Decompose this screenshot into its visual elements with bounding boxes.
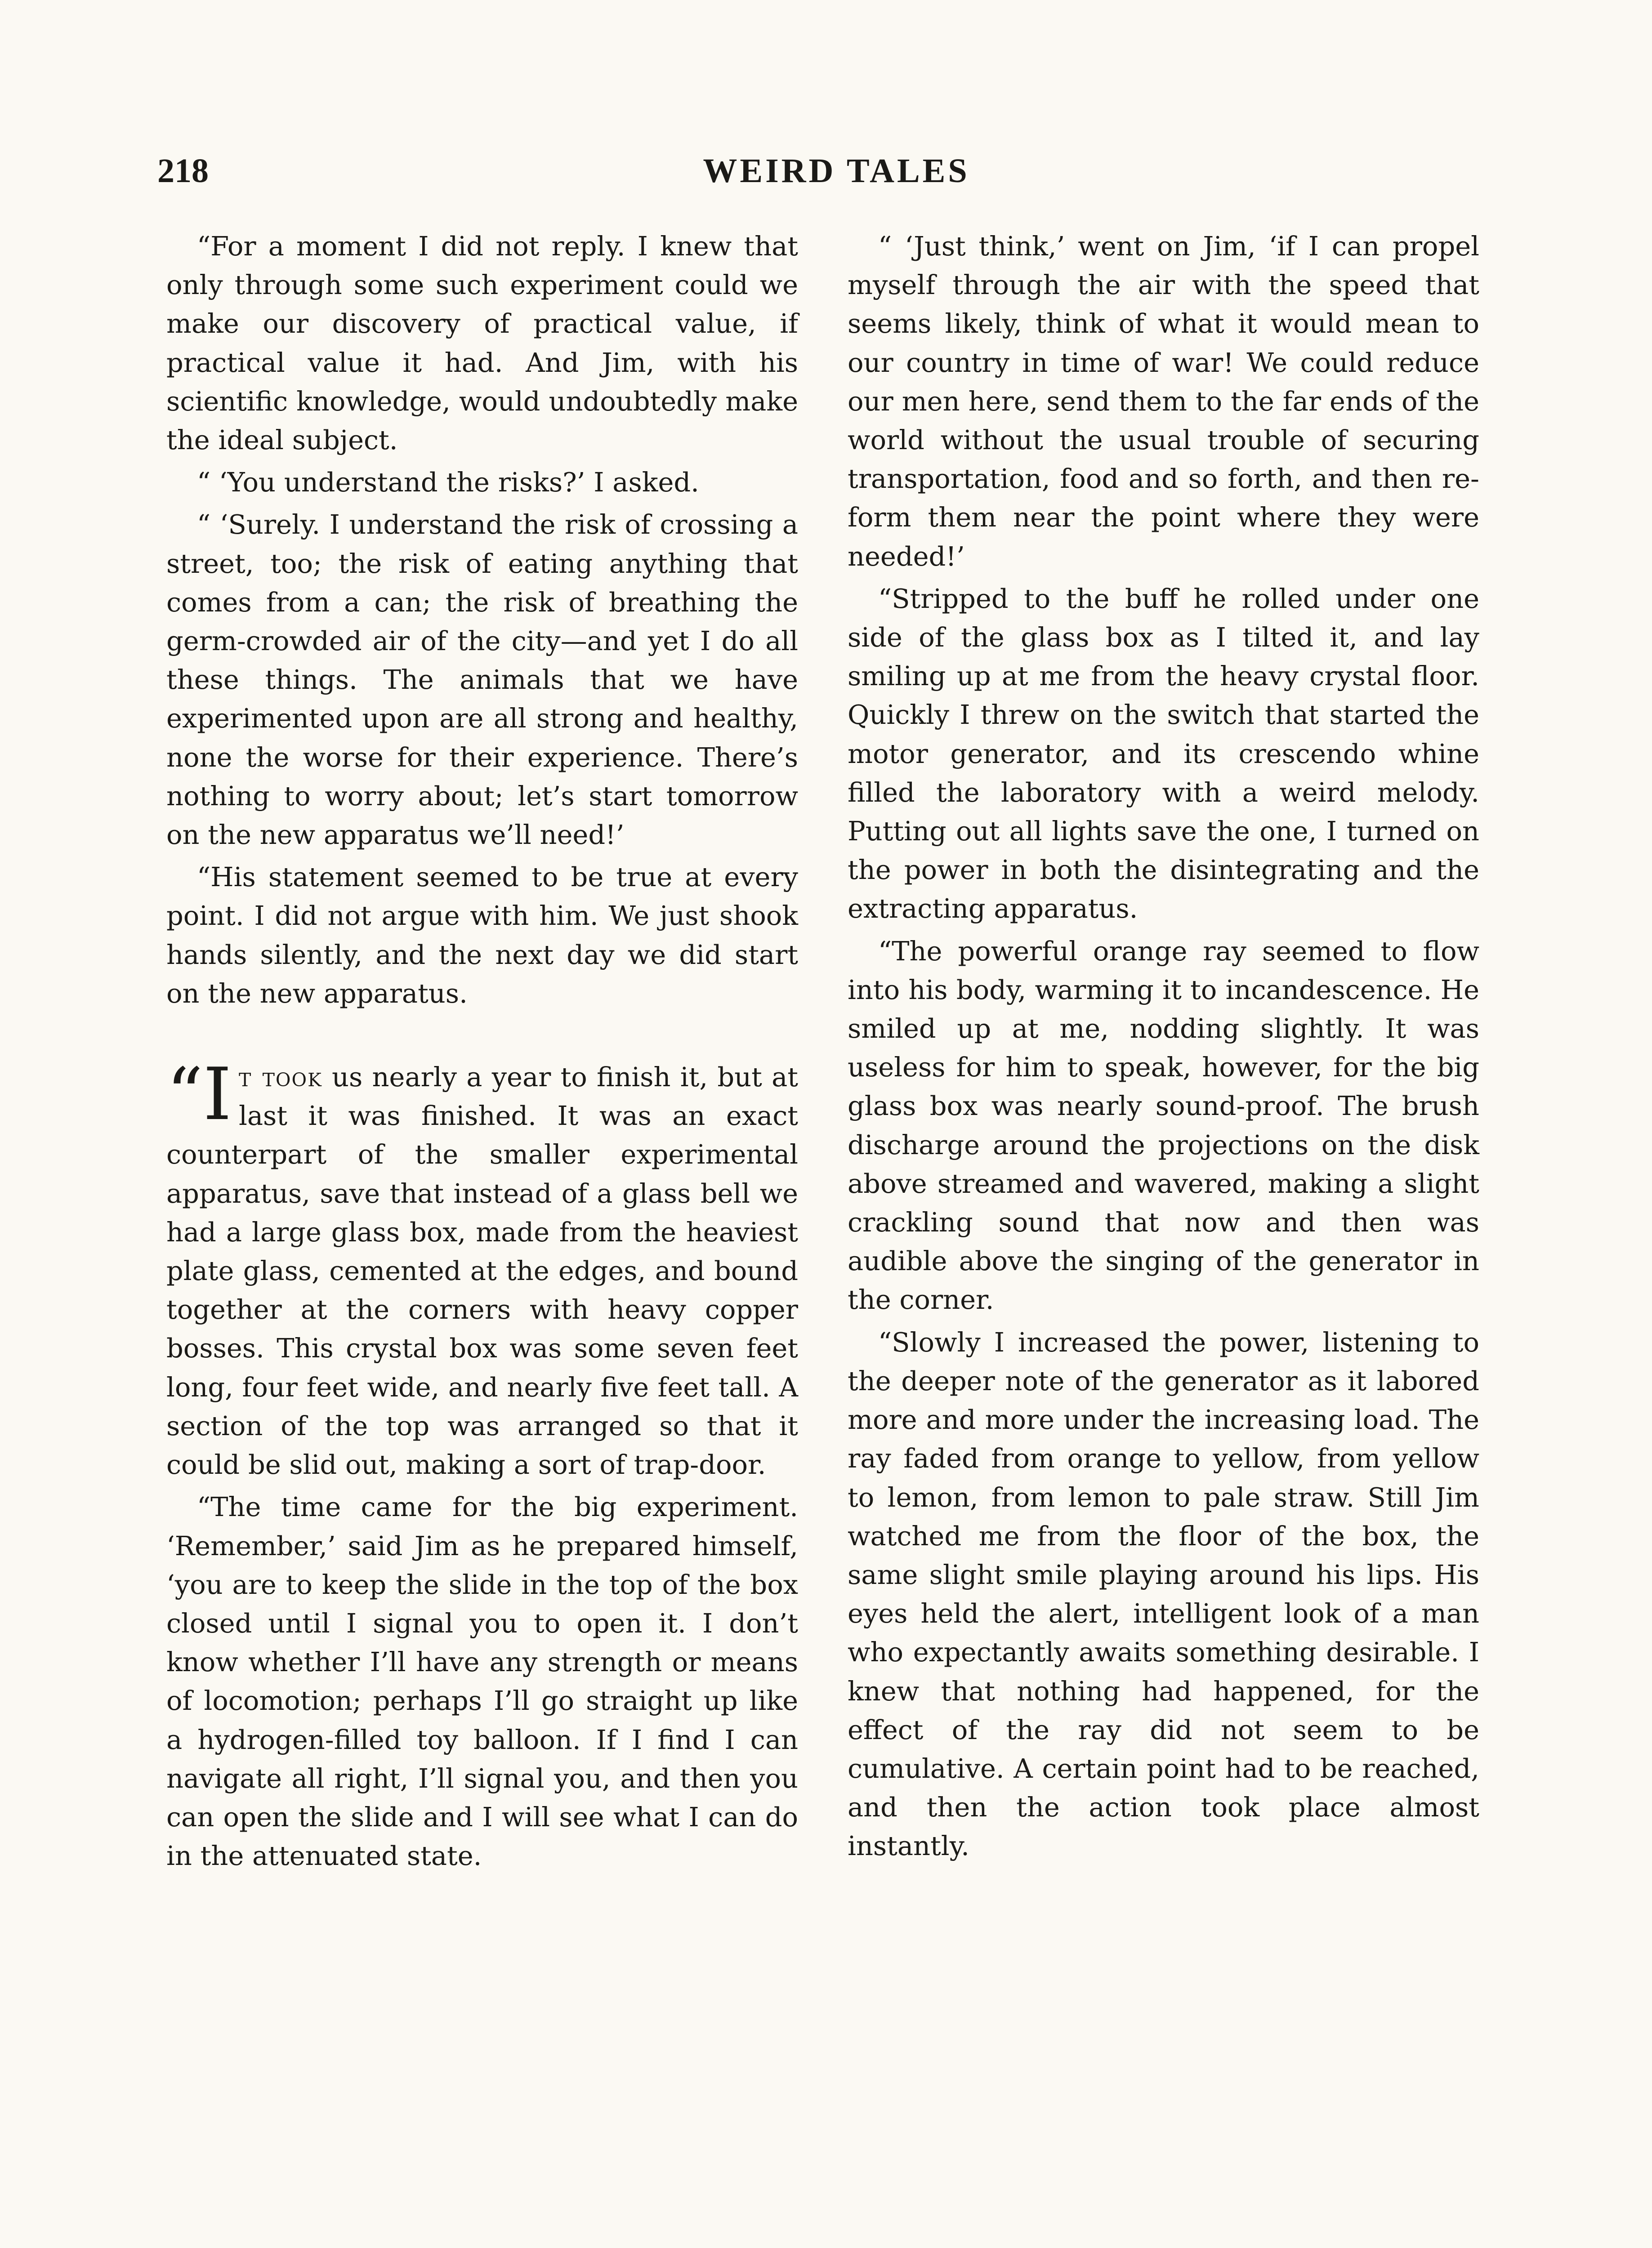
page-header bbox=[0, 146, 1652, 196]
section-text: us nearly a year to finish it, but at last it was finished. It was an exact counterpart of the smaller experimental apparatus, save that instead of a glass bell we had a large glass box, made from the heaviest plate glass, cemented at the edges, and bound together at the corners with heavy copper bosses. This crystal box was some seven feet long, four feet wide, and nearly five feet tall. A section of the top was arranged so that it could be slid out, making a sort of trap-door. bbox=[166, 1062, 798, 1481]
paragraph: “ ‘You understand the risks?’ I asked. bbox=[197, 467, 699, 498]
paragraph: “For a moment I did not reply. I knew that only through some such experiment could we make our discovery of practical value, if practical value it had. And Jim, with his scientific knowledge, would undoubtedly make the ideal subject. bbox=[166, 231, 798, 456]
section-opening-paragraph bbox=[166, 1052, 798, 1484]
paragraph: “His statement seemed to be true at every point. I did not argue with him. We just shook hands silently, and the next day we did start on the new apparatus. bbox=[166, 861, 798, 1009]
lead-in-small-caps: t took bbox=[239, 1062, 322, 1093]
paragraph: “Stripped to the buff he rolled under one side of the glass box as I tilted it, and lay smiling up at me from the heavy crystal floor. Quickly I threw on the switch that started the motor generator, and its crescendo whine filled the laboratory with a weird melody. Putting out all lights save the one, I turned on the power in both the disintegrating and the extracting apparatus. bbox=[848, 583, 1479, 924]
paragraph: “ ‘Surely. I understand the risk of crossing a street, too; the risk of eating anything that comes from a can; the risk of breathing the germ-crowded air of the city—and yet I do all these things. The animals that we have experimented upon are all strong and healthy, none the worse for their experience. There’s nothing to worry about; let’s start tomorrow on the new apparatus we’ll need!’ bbox=[166, 509, 798, 851]
paragraph: “Slowly I increased the power, listening to the deeper note of the generator as it labored more and more under the increasing load. The ray faded from orange to yellow, from yellow to lemon, from lemon to pale straw. Still Jim watched me from the floor of the box, the same slight smile playing around his lips. His eyes held the alert, intelligent look of a man who expectantly awaits something desirable. I knew that nothing had happened, for the effect of the ray did not seem to be cumulative. A certain point had to be reached, and then the action took place almost instantly. bbox=[848, 1326, 1479, 1862]
right-column bbox=[848, 227, 1479, 1866]
paragraph: “The powerful orange ray seemed to flow into his body, warming it to incandescence. He smiled up at me, nodding slightly. It was useless for him to speak, however, for the big glass box was nearly sound-proof. The brush discharge around the projections on the disk above streamed and wavered, making a slight crackling sound that now and then was audible above the singing of the generator in the corner. bbox=[848, 935, 1479, 1316]
drop-cap: “I bbox=[166, 1052, 232, 1137]
paragraph: “ ‘Just think,’ went on Jim, ‘if I can propel myself through the air with the speed that seems likely, think of what it would mean to our country in time of war! We could reduce our men here, send them to the far ends of the world without the usual trouble of securing transportation, food and so forth, and then re-form them near the point where they were needed!’ bbox=[848, 231, 1479, 572]
paragraph: “The time came for the big experiment. ‘Remember,’ said Jim as he prepared himself, ‘you are to keep the slide in the top of the box closed until I signal you to open it. I don’t know whether I’ll have any strength or means of locomotion; perhaps I’ll go straight up like a hydrogen-filled toy balloon. If I find I can navigate all right, I’ll signal you, and then you can open the slide and I will see what I can do in the attenuated state. bbox=[166, 1491, 798, 1872]
running-title: WEIRD TALES bbox=[703, 152, 970, 190]
left-column bbox=[166, 227, 798, 1875]
page-number: 218 bbox=[157, 152, 209, 190]
